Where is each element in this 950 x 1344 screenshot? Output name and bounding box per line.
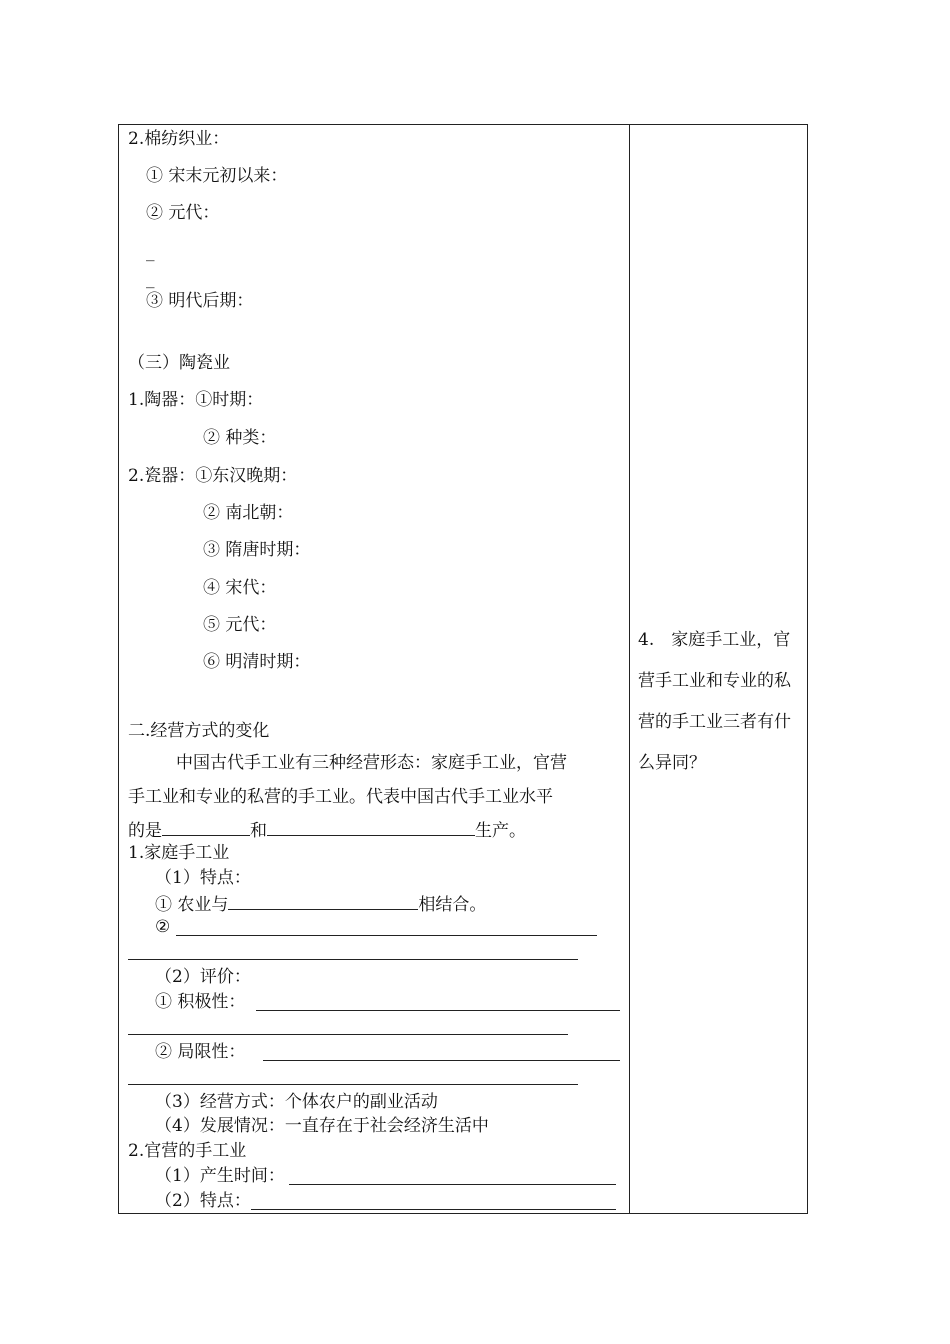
cotton-item-1: ① 宋末元初以来： (146, 166, 288, 186)
blank-line[interactable] (128, 1084, 578, 1085)
blank-line[interactable] (128, 1034, 568, 1035)
family-development: （4）发展情况：一直存在于社会经济生活中 (155, 1116, 489, 1136)
family-features: （1）特点： (155, 868, 251, 888)
cotton-item-2: ② 元代： (146, 203, 220, 223)
blank-line[interactable] (251, 1209, 616, 1210)
official-craft-heading: 2.官营的手工业 (128, 1141, 247, 1161)
pottery-period: 1.陶器：①时期： (128, 390, 264, 410)
porcelain-song: ④ 宋代： (203, 578, 277, 598)
family-positive: ① 积极性： (155, 992, 246, 1012)
management-para-line-3 (128, 818, 526, 842)
official-origin-time: （1）产生时间： (155, 1166, 285, 1186)
family-craft-heading: 1.家庭手工业 (128, 843, 230, 863)
management-heading: 二.经营方式的变化 (128, 721, 270, 741)
discussion-question: 4. 家庭手工业，官营手工业和专业的私营的手工业三者有什么异同？ (638, 630, 791, 773)
blank-line[interactable] (256, 1010, 620, 1011)
para-text-b: 和 (250, 821, 267, 841)
blank-dash-2: _ (146, 269, 155, 289)
porcelain-suitang: ③ 隋唐时期： (203, 540, 311, 560)
family-feature-2: ② (155, 917, 171, 937)
para-text-c: 生产。 (475, 821, 526, 841)
para-text-a: 的是 (128, 821, 162, 841)
feature-1-text-a: ① 农业与 (155, 895, 229, 915)
blank-line[interactable] (289, 1184, 616, 1185)
blank-line[interactable] (263, 1060, 620, 1061)
family-evaluation: （2）评价： (155, 967, 251, 987)
blank-dash-1: _ (146, 242, 155, 262)
family-feature-1 (155, 892, 486, 916)
management-para-line-2: 手工业和专业的私营的手工业。代表中国古代手工业水平 (128, 787, 553, 807)
blank-line[interactable] (128, 959, 578, 960)
porcelain-nanbei: ② 南北朝： (203, 503, 294, 523)
official-features: （2）特点： (155, 1191, 251, 1211)
blank-line[interactable] (176, 935, 597, 936)
blank-line[interactable] (228, 892, 418, 910)
blank-line[interactable] (162, 818, 250, 836)
management-para-line-1: 中国古代手工业有三种经营形态：家庭手工业，官营 (176, 753, 567, 773)
family-negative: ② 局限性： (155, 1042, 246, 1062)
porcelain-mingqing: ⑥ 明清时期： (203, 652, 311, 672)
cotton-item-3: ③ 明代后期： (146, 291, 254, 311)
porcelain-donghan: 2.瓷器：①东汉晚期： (128, 466, 298, 486)
cotton-title: 2.棉纺织业： (128, 129, 230, 149)
feature-1-text-b: 相结合。 (418, 895, 487, 915)
column-divider (629, 124, 630, 1214)
blank-line[interactable] (267, 818, 475, 836)
porcelain-yuan: ⑤ 元代： (203, 615, 277, 635)
family-mode: （3）经营方式：个体农户的副业活动 (155, 1092, 438, 1112)
ceramic-section-heading: （三）陶瓷业 (128, 353, 230, 373)
pottery-types: ② 种类： (203, 428, 277, 448)
